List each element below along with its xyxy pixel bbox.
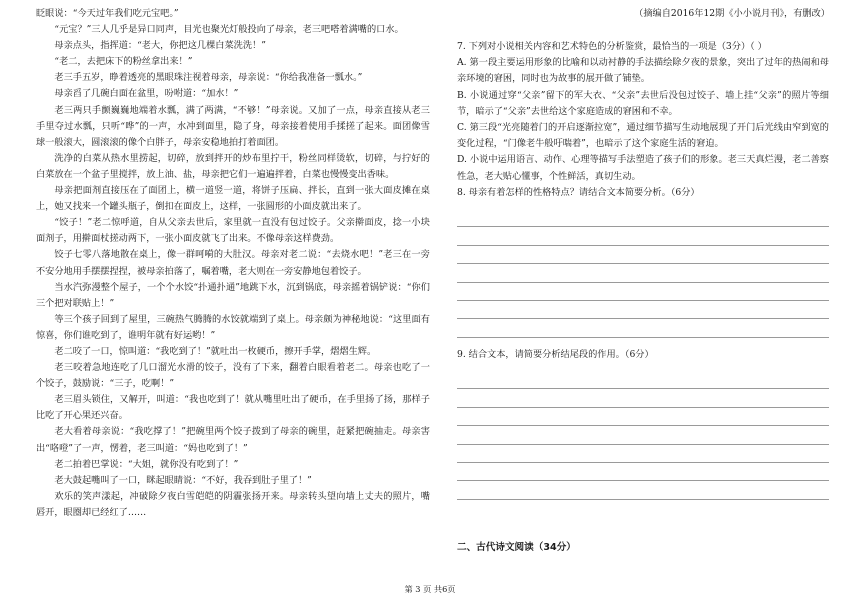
question-8-stem: 8. 母亲有着怎样的性格特点？请结合文本简要分析。（6分） — [457, 186, 700, 198]
passage-paragraph: 洗净的白菜从热水里捞起，切碎，放到拌开的炒布里拧干，粉丝同样烫软，切碎，与拧好的白菜放在一个盆子里搅拌，放上油、盐，母亲把它们一遍遍拌着，白菜也慢慢变出香味。 — [36, 152, 430, 180]
passage-paragraph: 欢乐的笑声漾起，冲破除夕夜白雪皑皑的阴霾张扬开来。母亲转头望向墙上丈夫的照片，嘴唇开，眼圈却已经红了…… — [36, 490, 430, 518]
passage-paragraph: “元宝？”三人几乎是异口同声，目光也聚光灯般投向了母亲，老三吧嗒着满嘴的口水。 — [54, 24, 404, 36]
answer-line[interactable] — [457, 426, 829, 444]
passage-paragraph: 老二拍着巴掌说：“大姐，就你没有吃到了！” — [54, 458, 239, 470]
answer-line[interactable] — [457, 408, 829, 426]
passage-paragraph: 老大看着母亲说：“我吃撑了！”把碗里两个饺子拨到了母亲的碗里，赶紧把碗抽走。母亲害出“咯噔”了一声，愣着，老三叫道：“妈也吃到了！” — [36, 426, 430, 454]
passage-paragraph: 眨眼说：“今天过年我们吃元宝吧。” — [36, 8, 179, 19]
passage-paragraph: 老三咬着急地连吃了几口溜光水滑的饺子，没有了下来，翻着白眼看着老二。母亲也吃了一个饺子，鼓励说：“三子，吃啊！” — [36, 362, 430, 390]
answer-line[interactable] — [457, 481, 829, 499]
passage-paragraph: “饺子！”老二惊呼道，自从父亲去世后，家里就一直没有包过饺子。父亲擀面皮，捻一小块面剂子，用擀面杖搓动两下，一张小面皮就飞了出来。不像母亲这样费劲。 — [36, 217, 430, 245]
answer-line[interactable] — [457, 463, 829, 481]
answer-line[interactable] — [457, 445, 829, 463]
questions-column — [457, 6, 829, 500]
question-9-stem: 9. 结合文本，请简要分析结尾段的作用。（6分） — [457, 348, 654, 360]
question-7-option-a: A. 第一段主要运用形象的比喻和以动衬静的手法描绘除夕夜的景象，突出了过年的热闹和母亲环境的窘困，同时也为故事的展开做了铺垫。 — [457, 57, 829, 85]
question-7-option-c: C. 第三段“光亮随着门的开启逐渐拉宽”，通过细节描写生动地展现了开门后光线由窄到宽的变化过程，“门像老牛般吁喘着”，也暗示了这个家庭生活的窘迫。 — [457, 122, 829, 150]
passage-paragraph: 母亲把面剂直接压在了面团上，横一道竖一道，将饼子压扁、拌长，直到一张大面皮摊在桌上，她又找来一个罐头瓶子，倒扣在面皮上，这样，一张圆形的小面皮就出来了。 — [36, 185, 430, 213]
passage-paragraph: 老三手五岁，睁着透亮的黑眼珠注视着母亲，母亲说：“你给我准备一瓢水。” — [54, 72, 363, 84]
passage-paragraph: 老二咬了一口，惊叫道：“我吃到了！”就吐出一枚硬币，擦开手掌，熠熠生辉。 — [54, 345, 377, 357]
passage-paragraph: 母亲点头，指挥道：“老大，你把这几棵白菜洗洗！” — [54, 40, 266, 52]
answer-line[interactable] — [457, 283, 829, 301]
answer-line[interactable] — [457, 319, 829, 337]
source-note: （摘编自2016年12期《小小说月刊》，有删改） — [634, 8, 830, 19]
question-8-answer-area[interactable] — [457, 209, 829, 338]
answer-line[interactable] — [457, 301, 829, 319]
answer-line[interactable] — [457, 371, 829, 389]
answer-line[interactable] — [457, 209, 829, 227]
passage-paragraph: “老二，去把床下的粉丝拿出来！” — [54, 56, 193, 68]
page-footer: 第 3 页 共6页 — [404, 584, 456, 594]
passage-paragraph: 等三个孩子回到了屋里，三碗热气腾腾的水饺就端到了桌上。母亲颇为神秘地说：“这里面有惊喜，你们谁吃到了，谁明年就有好运哟！” — [36, 313, 430, 341]
answer-line[interactable] — [457, 246, 829, 264]
passage-paragraph: 饺子七零八落地散在桌上，像一群呵嗬的大肚汉。母亲对老二说：“去烧水吧！”老三在一旁不安分地用手摆摆捏捏，被母亲拍落了，嘱着嘴，老大则在一旁安静地包着饺子。 — [36, 249, 430, 277]
question-9-answer-area[interactable] — [457, 371, 829, 500]
passage-paragraph: 当水汽弥漫整个屋子，一个个水饺“扑通扑通”地跳下水，沉到锅底，母亲摇着锅铲说：“你们三个把对联贴上！” — [36, 281, 430, 309]
answer-line[interactable] — [457, 227, 829, 245]
passage-paragraph: 老大鼓起嘴叫了一口，眯起眼睛说：“不好，我吞到肚子里了！” — [54, 474, 312, 486]
question-7-stem: 7. 下列对小说相关内容和艺术特色的分析鉴赏，最恰当的一项是（3分）（ ） — [457, 41, 767, 52]
passage-paragraph: 老三两只手颤巍巍地端着水瓢，满了两满，“不够！”母亲说。又加了一点，母亲直接从老三手里夺过水瓢，只听“哗”的一声，水冲到面里，隐了身，母亲接着使用手揉搓了起来。面团像雪球一般滚大，圆滚滚的像个白胖子，母亲安稳地拍打着面团。 — [36, 104, 430, 148]
passage-paragraph: 老三眉头锁住，又解开，叫道：“我也吃到了！就从嘴里吐出了硬币，在手里扬了扬，那样子比吃了开心果还兴奋。 — [36, 394, 430, 422]
passage-column — [36, 6, 430, 521]
answer-line[interactable] — [457, 389, 829, 407]
question-7-option-b: B. 小说通过穿“父亲”留下的军大衣、“父亲”去世后没包过饺子、墙上挂“父亲”的照片等细节，暗示了“父亲”去世给这个家庭造成的窘困和不幸。 — [457, 89, 829, 117]
section-heading: 二、古代诗文阅读（34分） — [457, 542, 576, 553]
passage-paragraph: 母亲舀了几碗白面在盆里，吩咐道：“加水！” — [54, 88, 239, 100]
answer-line[interactable] — [457, 264, 829, 282]
question-7-option-d: D. 小说中运用语言、动作、心理等描写手法塑造了孩子们的形象。老三天真烂漫，老二善察性急，老大贴心懂事，个性鲜活，真切生动。 — [457, 154, 829, 182]
